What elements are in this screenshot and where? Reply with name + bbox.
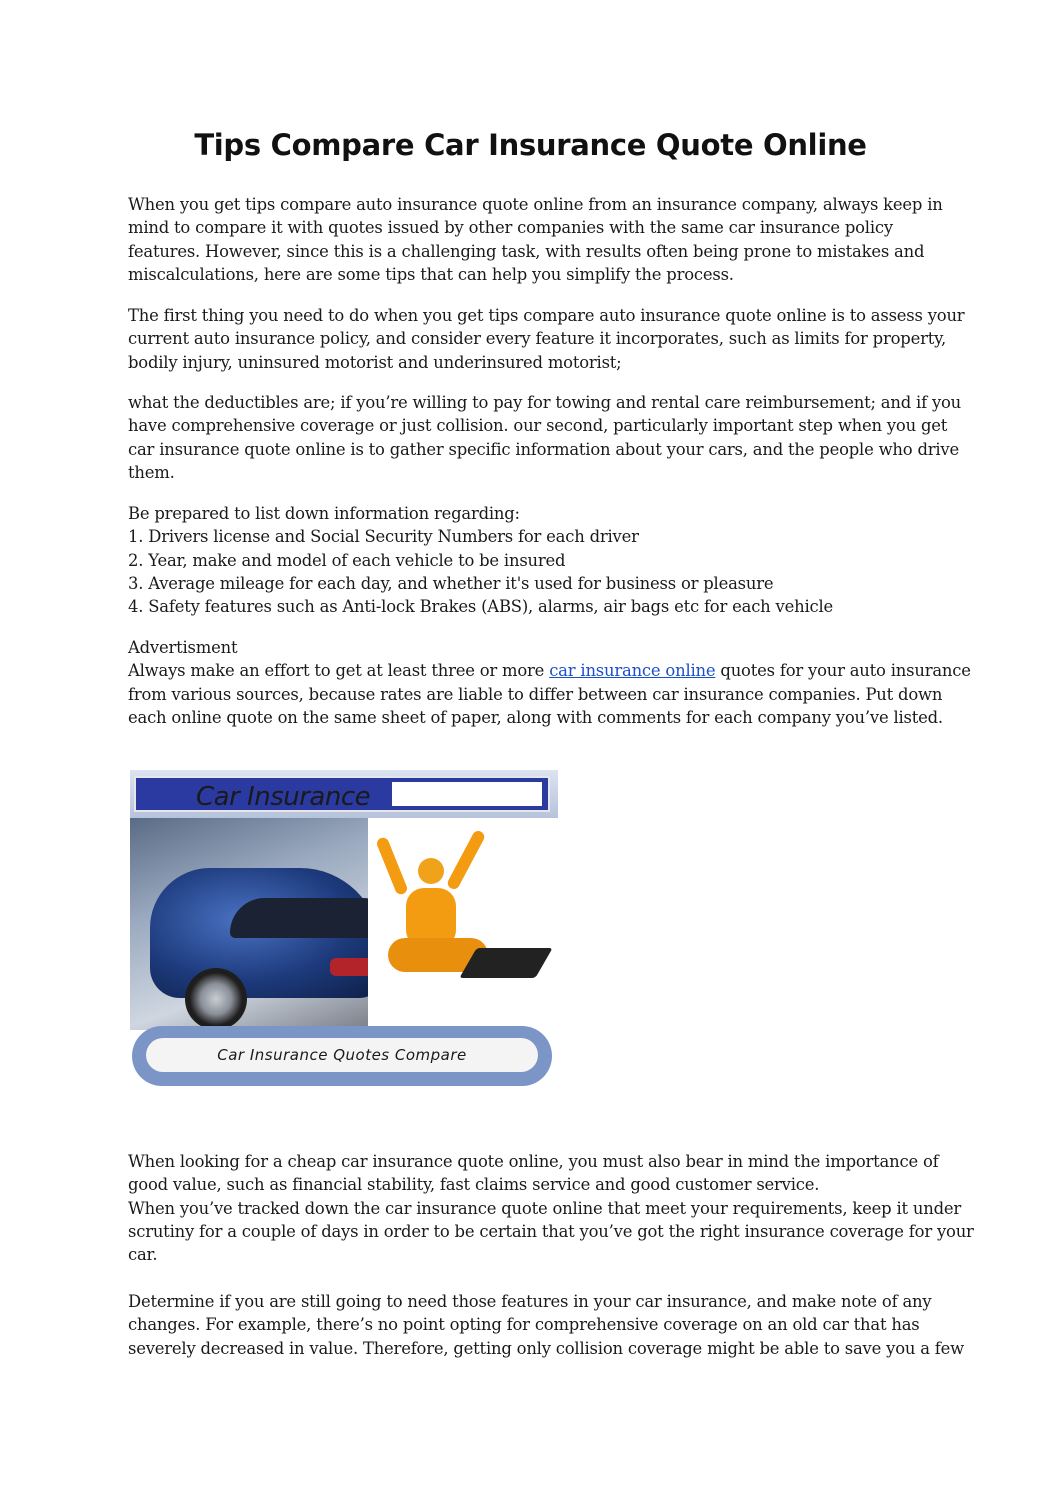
deductibles-paragraph — [128, 391, 962, 484]
caption-text: Car Insurance Quotes Compare — [217, 1046, 467, 1064]
car-insurance-online-link[interactable]: car insurance online — [549, 661, 716, 681]
text-line: bodily injury, uninsured motorist and underinsured motorist; — [128, 352, 622, 372]
banner-title: Car Insurance — [196, 782, 371, 812]
car-icon — [150, 868, 368, 998]
list-item: 3. Average mileage for each day, and whether it's used for business or pleasure — [128, 573, 774, 593]
advertisement-paragraph — [128, 636, 971, 729]
text-line: current auto insurance policy, and consider every feature it incorporates, such as limits for property, — [128, 329, 946, 349]
text-line: scrutiny for a couple of days in order to be certain that you’ve got the right insurance coverage for your — [128, 1221, 974, 1241]
text-line: car insurance quote online is to gather specific information about your cars, and the people who drive — [128, 439, 959, 459]
text-line: When you get tips compare auto insurance quote online from an insurance company, always keep in — [128, 195, 943, 214]
text-line: from various sources, because rates are liable to differ between car insurance companies. Put down — [128, 684, 943, 704]
text-line: The first thing you need to do when you get tips compare auto insurance quote online is to assess your — [128, 306, 965, 325]
features-paragraph — [128, 1290, 965, 1360]
figure-arm — [446, 829, 487, 891]
laptop-icon — [459, 948, 552, 978]
advert-label: Advertisment — [128, 638, 238, 657]
list-item: 4. Safety features such as Anti-lock Brakes (ABS), alarms, air bags etc for each vehicle — [128, 597, 834, 617]
advert-text-before-link: Always make an effort to get at least three or more — [128, 661, 550, 681]
car-insurance-image — [130, 770, 558, 1092]
text-line: car. — [128, 1245, 158, 1265]
text-line: When looking for a cheap car insurance quote online, you must also bear in mind the importance of — [128, 1152, 939, 1171]
caption-pill-inner — [146, 1038, 538, 1072]
text-line: have comprehensive coverage or just collision. our second, particularly important step when you get — [128, 416, 948, 436]
intro-paragraph — [128, 193, 943, 286]
text-line: mind to compare it with quotes issued by other companies with the same car insurance policy — [128, 218, 893, 238]
text-line: each online quote on the same sheet of paper, along with comments for each company you’ve listed. — [128, 707, 943, 727]
car-photo — [130, 818, 368, 1030]
banner-blank — [392, 782, 542, 806]
text-line: good value, such as financial stability, fast claims service and good customer service. — [128, 1175, 820, 1195]
banner-bar — [134, 776, 550, 812]
figure-arm — [375, 836, 409, 896]
text-line — [128, 659, 971, 682]
list-item: 2. Year, make and model of each vehicle to be insured — [128, 550, 566, 570]
text-line: changes. For example, there’s no point opting for comprehensive coverage on an old car that has — [128, 1315, 920, 1335]
text-line: miscalculations, here are some tips that can help you simplify the process. — [128, 264, 734, 284]
text-line: severely decreased in value. Therefore, getting only collision coverage might be able to save you a few — [128, 1338, 965, 1358]
cheap-quote-paragraph — [128, 1150, 974, 1266]
car-wheel — [185, 968, 247, 1030]
text-line: Determine if you are still going to need those features in your car insurance, and make note of any — [128, 1292, 932, 1311]
image-banner — [130, 770, 558, 818]
text-line: features. However, since this is a challenging task, with results often being prone to mistakes and — [128, 241, 925, 261]
happy-figure-illustration — [368, 818, 558, 1030]
text-line: them. — [128, 462, 175, 482]
car-window — [230, 898, 368, 938]
figure-head — [418, 858, 444, 884]
image-caption-area — [130, 1030, 558, 1092]
caption-pill — [132, 1026, 552, 1086]
list-intro: Be prepared to list down information regarding: — [128, 504, 520, 523]
text-line: what the deductibles are; if you’re willing to pay for towing and rental care reimbursement; and if you — [128, 393, 962, 412]
assess-policy-paragraph — [128, 304, 965, 374]
list-item: 1. Drivers license and Social Security Numbers for each driver — [128, 527, 639, 547]
page-title: Tips Compare Car Insurance Quote Online — [194, 128, 867, 162]
car-taillight — [330, 958, 368, 976]
info-list — [128, 502, 933, 618]
text-line: When you’ve tracked down the car insurance quote online that meet your requirements, keep it under — [128, 1198, 962, 1218]
advert-text-after-link: quotes for your auto insurance — [715, 661, 971, 681]
